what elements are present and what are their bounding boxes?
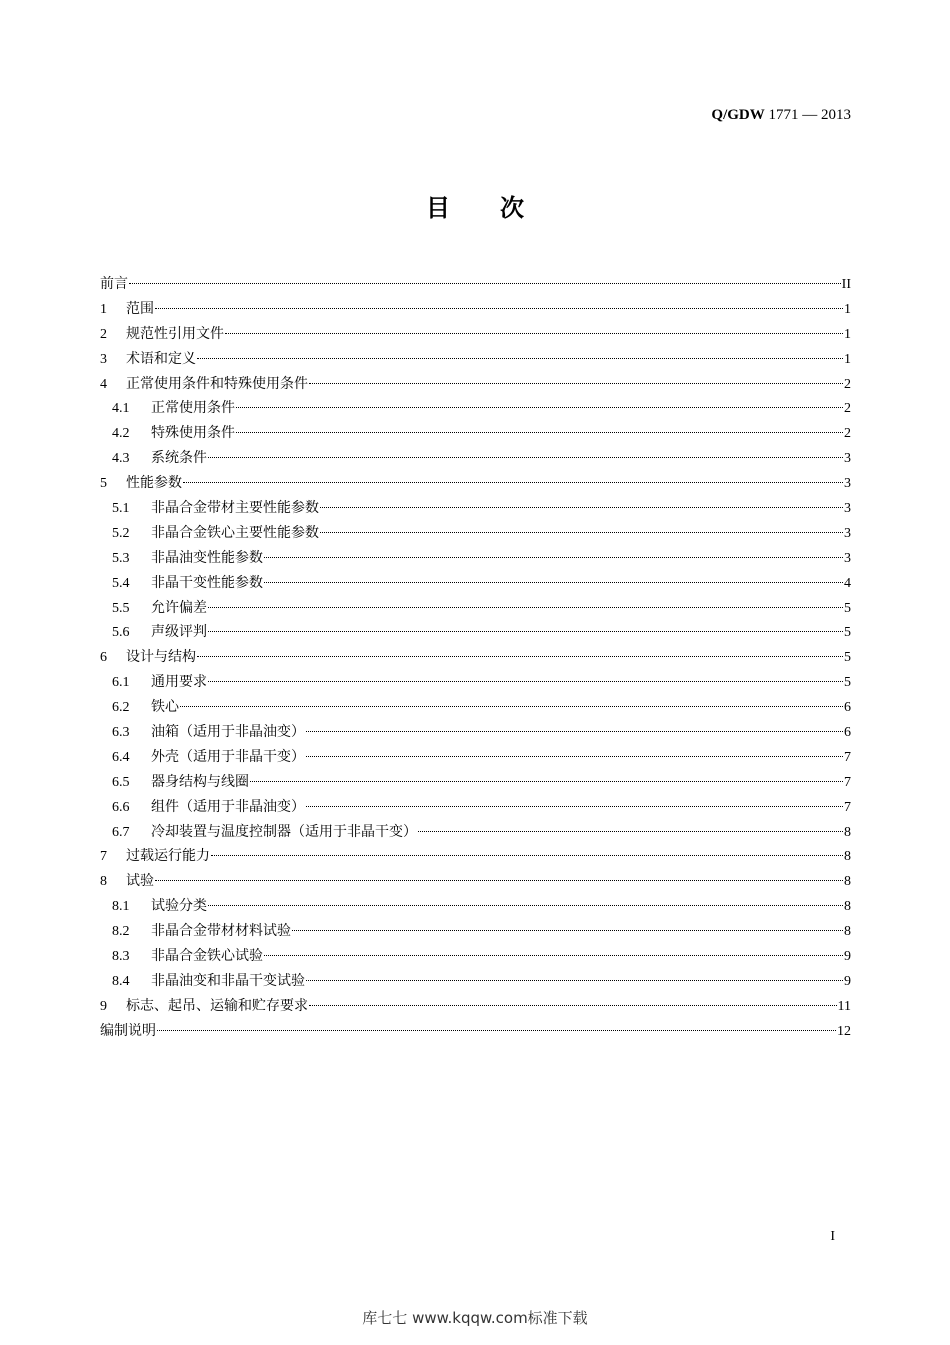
toc-entry[interactable] (100, 521, 851, 546)
toc-entry[interactable] (100, 272, 851, 297)
toc-leader-dots (306, 980, 843, 981)
toc-leader-dots (236, 407, 843, 408)
toc-leader-dots (155, 880, 843, 881)
toc-entry-label: 铁心 (151, 699, 179, 716)
toc-leader-dots (306, 731, 843, 732)
toc-entry-number: 8.3 (112, 949, 130, 965)
toc-entry-number: 6 (100, 650, 107, 666)
toc-entry[interactable] (100, 1019, 851, 1044)
toc-entry[interactable] (100, 844, 851, 869)
toc-entry-label: 设计与结构 (126, 649, 196, 666)
toc-entry-page: 3 (844, 476, 851, 492)
toc-entry-label: 非晶油变和非晶干变试验 (151, 972, 305, 989)
toc-entry-label: 器身结构与线圈 (151, 773, 249, 790)
standard-number: 1771 — 2013 (768, 107, 851, 123)
toc-entry[interactable] (100, 745, 851, 770)
toc-entry[interactable] (100, 894, 851, 919)
toc-entry[interactable] (100, 596, 851, 621)
toc-entry-label: 组件（适用于非晶油变） (151, 798, 305, 815)
standard-code-header (711, 105, 851, 125)
toc-entry-page: 5 (844, 600, 851, 616)
toc-leader-dots (157, 1030, 836, 1031)
toc-entry-number: 3 (100, 351, 107, 367)
toc-leader-dots (264, 955, 843, 956)
footer-watermark: 库七七 www.kqqw.com标准下载 (362, 1309, 588, 1327)
toc-entry-page: 7 (844, 749, 851, 765)
toc-entry-page: 2 (844, 426, 851, 442)
toc-entry-page: II (841, 277, 851, 292)
toc-leader-dots (208, 905, 843, 906)
toc-entry[interactable] (100, 620, 851, 645)
toc-entry-number: 5.6 (112, 625, 130, 641)
toc-entry-number: 8.4 (112, 973, 130, 989)
toc-leader-dots (155, 308, 843, 309)
toc-entry[interactable] (100, 396, 851, 421)
toc-entry-label: 冷却装置与温度控制器（适用于非晶干变） (151, 823, 417, 840)
toc-entry-page: 3 (844, 550, 851, 566)
toc-entry-label: 标志、起吊、运输和贮存要求 (126, 997, 308, 1014)
toc-entry[interactable] (100, 297, 851, 322)
toc-entry-page: 5 (844, 675, 851, 691)
toc-entry-page: 3 (844, 451, 851, 467)
toc-leader-dots (264, 582, 843, 583)
toc-entry[interactable] (100, 372, 851, 397)
toc-entry[interactable] (100, 994, 851, 1019)
toc-leader-dots (320, 532, 843, 533)
page-number: I (830, 1229, 835, 1244)
toc-entry-label: 非晶合金铁心试验 (151, 948, 263, 965)
toc-entry-number: 5.3 (112, 550, 130, 566)
toc-entry-label: 性能参数 (126, 475, 182, 492)
toc-entry-number: 8.2 (112, 924, 130, 940)
toc-entry-label: 允许偏差 (151, 599, 207, 616)
toc-entry[interactable] (100, 944, 851, 969)
toc-entry-page: 8 (844, 824, 851, 840)
toc-entry-label: 声级评判 (151, 624, 207, 641)
toc-entry[interactable] (100, 421, 851, 446)
toc-entry-number: 6.6 (112, 799, 130, 815)
toc-entry[interactable] (100, 795, 851, 820)
toc-entry-page: 7 (844, 799, 851, 815)
toc-entry-number: 4 (100, 376, 107, 392)
toc-entry[interactable] (100, 670, 851, 695)
toc-leader-dots (225, 333, 843, 334)
toc-entry-label: 非晶合金带材主要性能参数 (151, 500, 319, 517)
toc-entry[interactable] (100, 645, 851, 670)
toc-entry-label: 油箱（适用于非晶油变） (151, 724, 305, 741)
toc-entry-page: 3 (844, 525, 851, 541)
toc-entry-number: 4.2 (112, 426, 130, 442)
toc-entry-page: 5 (844, 625, 851, 641)
toc-entry-label: 试验分类 (151, 898, 207, 915)
toc-entry-label: 术语和定义 (126, 350, 196, 367)
toc-entry-number: 9 (100, 998, 107, 1014)
toc-entry-page: 7 (844, 774, 851, 790)
toc-entry-label: 正常使用条件和特殊使用条件 (126, 375, 308, 392)
toc-entry-number: 5 (100, 476, 107, 492)
toc-title: 目次 (426, 194, 574, 222)
toc-entry-number: 5.5 (112, 600, 130, 616)
toc-entry-label: 范围 (126, 300, 154, 317)
toc-entry-page: 8 (844, 924, 851, 940)
toc-leader-dots (183, 482, 843, 483)
toc-entry-page: 6 (844, 725, 851, 741)
toc-entry[interactable] (100, 322, 851, 347)
toc-entry[interactable] (100, 446, 851, 471)
toc-leader-dots (208, 457, 843, 458)
standard-code: Q/GDW (711, 107, 765, 123)
toc-entry-number: 6.1 (112, 675, 130, 691)
toc-leader-dots (211, 855, 843, 856)
toc-entry-page: 9 (844, 973, 851, 989)
toc-entry-page: 8 (844, 849, 851, 865)
table-of-contents (100, 272, 851, 1044)
toc-leader-dots (306, 756, 843, 757)
toc-entry-page: 8 (844, 899, 851, 915)
toc-entry[interactable] (100, 347, 851, 372)
toc-entry-label: 非晶合金铁心主要性能参数 (151, 524, 319, 541)
toc-entry[interactable] (100, 695, 851, 720)
toc-entry-page: 12 (837, 1023, 851, 1039)
toc-entry-page: 4 (844, 575, 851, 591)
toc-leader-dots (309, 1005, 837, 1006)
toc-entry-number: 4.3 (112, 451, 130, 467)
toc-entry-number: 5.1 (112, 501, 130, 517)
toc-leader-dots (250, 781, 843, 782)
toc-leader-dots (129, 283, 841, 284)
toc-entry-number: 6.7 (112, 824, 130, 840)
toc-entry-label: 编制说明 (100, 1022, 156, 1039)
toc-entry-number: 6.4 (112, 749, 130, 765)
toc-entry-number: 8.1 (112, 899, 130, 915)
toc-leader-dots (264, 557, 843, 558)
toc-entry-page: 8 (844, 874, 851, 890)
toc-entry-page: 1 (844, 351, 851, 367)
toc-entry-page: 6 (844, 700, 851, 716)
toc-entry-label: 非晶干变性能参数 (151, 574, 263, 591)
toc-entry-page: 1 (844, 301, 851, 317)
toc-entry-label: 特殊使用条件 (151, 425, 235, 442)
toc-leader-dots (306, 806, 843, 807)
toc-entry[interactable] (100, 496, 851, 521)
toc-entry-label: 非晶合金带材材料试验 (151, 923, 291, 940)
toc-entry[interactable] (100, 820, 851, 845)
toc-entry-number: 5.2 (112, 525, 130, 541)
toc-leader-dots (197, 656, 843, 657)
toc-entry-number: 4.1 (112, 401, 130, 417)
toc-entry-number: 6.2 (112, 700, 130, 716)
toc-entry[interactable] (100, 869, 851, 894)
toc-leader-dots (208, 607, 843, 608)
toc-entry[interactable] (100, 720, 851, 745)
toc-entry-label: 正常使用条件 (151, 400, 235, 417)
toc-entry-label: 非晶油变性能参数 (151, 549, 263, 566)
toc-entry[interactable] (100, 471, 851, 496)
toc-leader-dots (180, 706, 843, 707)
toc-entry-number: 6.3 (112, 725, 130, 741)
toc-entry[interactable] (100, 546, 851, 571)
toc-leader-dots (292, 930, 843, 931)
toc-leader-dots (320, 507, 843, 508)
toc-entry[interactable] (100, 969, 851, 994)
toc-entry-number: 6.5 (112, 774, 130, 790)
toc-entry-number: 2 (100, 326, 107, 342)
toc-leader-dots (418, 831, 843, 832)
toc-entry-label: 规范性引用文件 (126, 325, 224, 342)
toc-entry-label: 外壳（适用于非晶干变） (151, 748, 305, 765)
toc-entry-number: 7 (100, 849, 107, 865)
toc-entry-label: 前言 (100, 276, 128, 292)
toc-entry-label: 过载运行能力 (126, 848, 210, 865)
toc-entry-page: 5 (844, 650, 851, 666)
toc-leader-dots (197, 358, 843, 359)
toc-entry-page: 3 (844, 501, 851, 517)
toc-entry[interactable] (100, 770, 851, 795)
toc-entry-page: 2 (844, 376, 851, 392)
toc-entry-page: 2 (844, 401, 851, 417)
toc-entry-page: 11 (837, 998, 851, 1014)
toc-entry-label: 试验 (126, 873, 154, 890)
toc-entry-number: 5.4 (112, 575, 130, 591)
toc-entry[interactable] (100, 919, 851, 944)
toc-leader-dots (309, 383, 843, 384)
toc-entry-label: 系统条件 (151, 450, 207, 467)
toc-entry[interactable] (100, 571, 851, 596)
toc-leader-dots (236, 432, 843, 433)
toc-entry-label: 通用要求 (151, 674, 207, 691)
toc-entry-page: 1 (844, 326, 851, 342)
toc-leader-dots (208, 631, 843, 632)
toc-entry-number: 8 (100, 874, 107, 890)
toc-entry-number: 1 (100, 301, 107, 317)
toc-entry-page: 9 (844, 949, 851, 965)
toc-leader-dots (208, 681, 843, 682)
